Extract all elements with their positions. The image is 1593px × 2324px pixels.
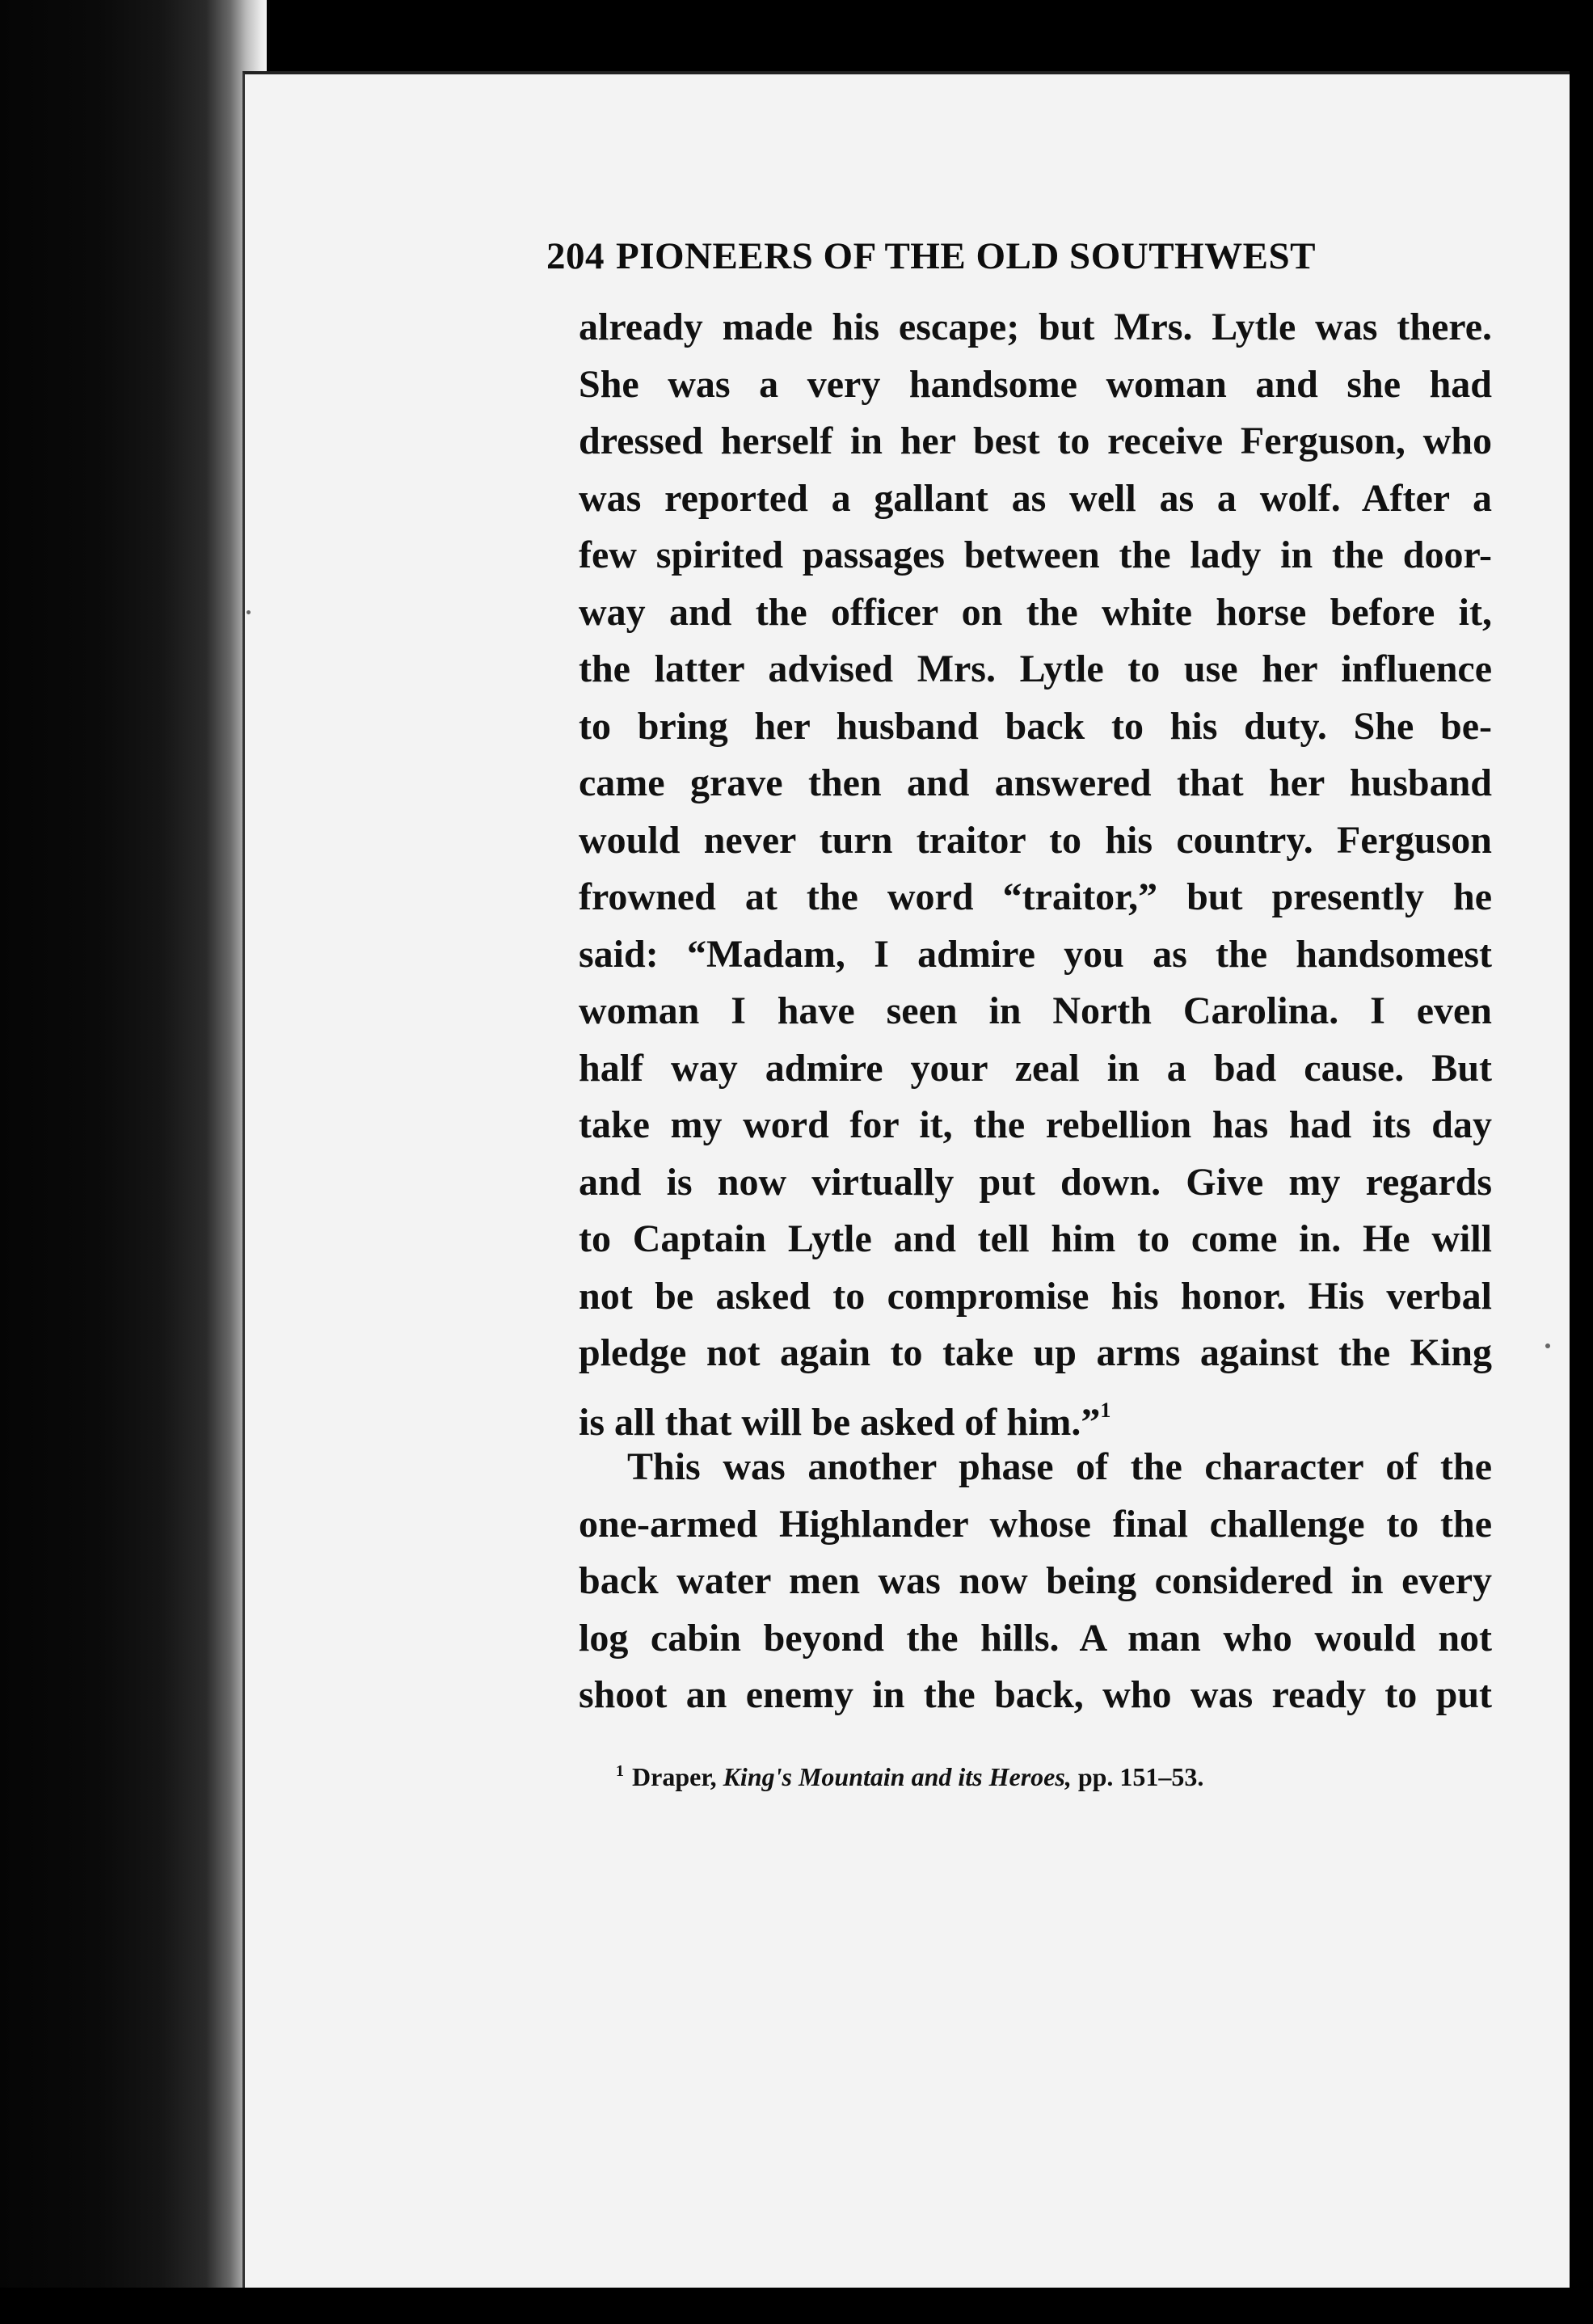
scan-frame-right xyxy=(1569,0,1593,2324)
text-line: pledge not again to take up arms against the King xyxy=(579,1331,1492,1374)
footnote-number: 1 xyxy=(616,1762,624,1780)
text-line: would never turn traitor to his country. Ferguson xyxy=(579,818,1492,862)
running-head-title: PIONEERS OF THE OLD SOUTHWEST xyxy=(616,235,1316,277)
scan-speck xyxy=(247,610,251,614)
text-line: few spirited passages between the lady in the door- xyxy=(579,534,1492,576)
text-line: already made his escape; but Mrs. Lytle was there. xyxy=(579,306,1492,348)
text-line: was reported a gallant as well as a wolf. After a xyxy=(579,476,1492,520)
text-line: frowned at the word “traitor,” but presently he xyxy=(579,875,1492,918)
text-line: came grave then and answered that her husband xyxy=(579,761,1492,804)
footnote xyxy=(616,1762,1203,1792)
text-line: shoot an enemy in the back, who was ready to put xyxy=(579,1673,1492,1716)
text-line: back water men was now being considered in every xyxy=(579,1559,1492,1602)
text-line: the latter advised Mrs. Lytle to use her influence xyxy=(579,647,1492,690)
footnote-title: King's Mountain and its Heroes, xyxy=(723,1762,1072,1791)
text-line: log cabin beyond the hills. A man who would not xyxy=(579,1616,1492,1660)
text-line: half way admire your zeal in a bad cause. But xyxy=(579,1046,1492,1090)
footnote-author: Draper, xyxy=(632,1762,717,1791)
text-line: said: “Madam, I admire you as the handsomest xyxy=(579,932,1492,976)
text-line: woman I have seen in North Carolina. I even xyxy=(579,989,1492,1032)
text-line-paragraph-end xyxy=(579,1382,1492,1444)
text-line: one-armed Highlander whose final challenge to the xyxy=(579,1502,1492,1546)
text-line: dressed herself in her best to receive Ferguson, who xyxy=(579,420,1492,462)
page-number: 204 xyxy=(546,235,605,277)
text-line: She was a very handsome woman and she had xyxy=(579,362,1492,406)
footnote-reference: 1 xyxy=(1100,1398,1111,1422)
text-line: and is now virtually put down. Give my regards xyxy=(579,1160,1492,1204)
text-line-content: is all that will be asked of him.” xyxy=(579,1400,1101,1444)
running-head xyxy=(546,234,1496,278)
text-line: not be asked to compromise his honor. His verbal xyxy=(579,1274,1492,1318)
body-text xyxy=(579,299,1492,1724)
text-line: take my word for it, the rebellion has had its day xyxy=(579,1103,1492,1146)
text-line-indented: This was another phase of the character of the xyxy=(627,1445,1492,1488)
scan-speck xyxy=(1545,1343,1550,1348)
scan-frame-bottom xyxy=(0,2288,1593,2324)
scan-frame-left xyxy=(0,0,267,2324)
text-line: to bring her husband back to his duty. She be- xyxy=(579,704,1492,748)
text-line: to Captain Lytle and tell him to come in. He will xyxy=(579,1217,1492,1260)
footnote-pages: pp. 151–53. xyxy=(1077,1762,1204,1791)
text-line: way and the officer on the white horse before it, xyxy=(579,590,1492,634)
